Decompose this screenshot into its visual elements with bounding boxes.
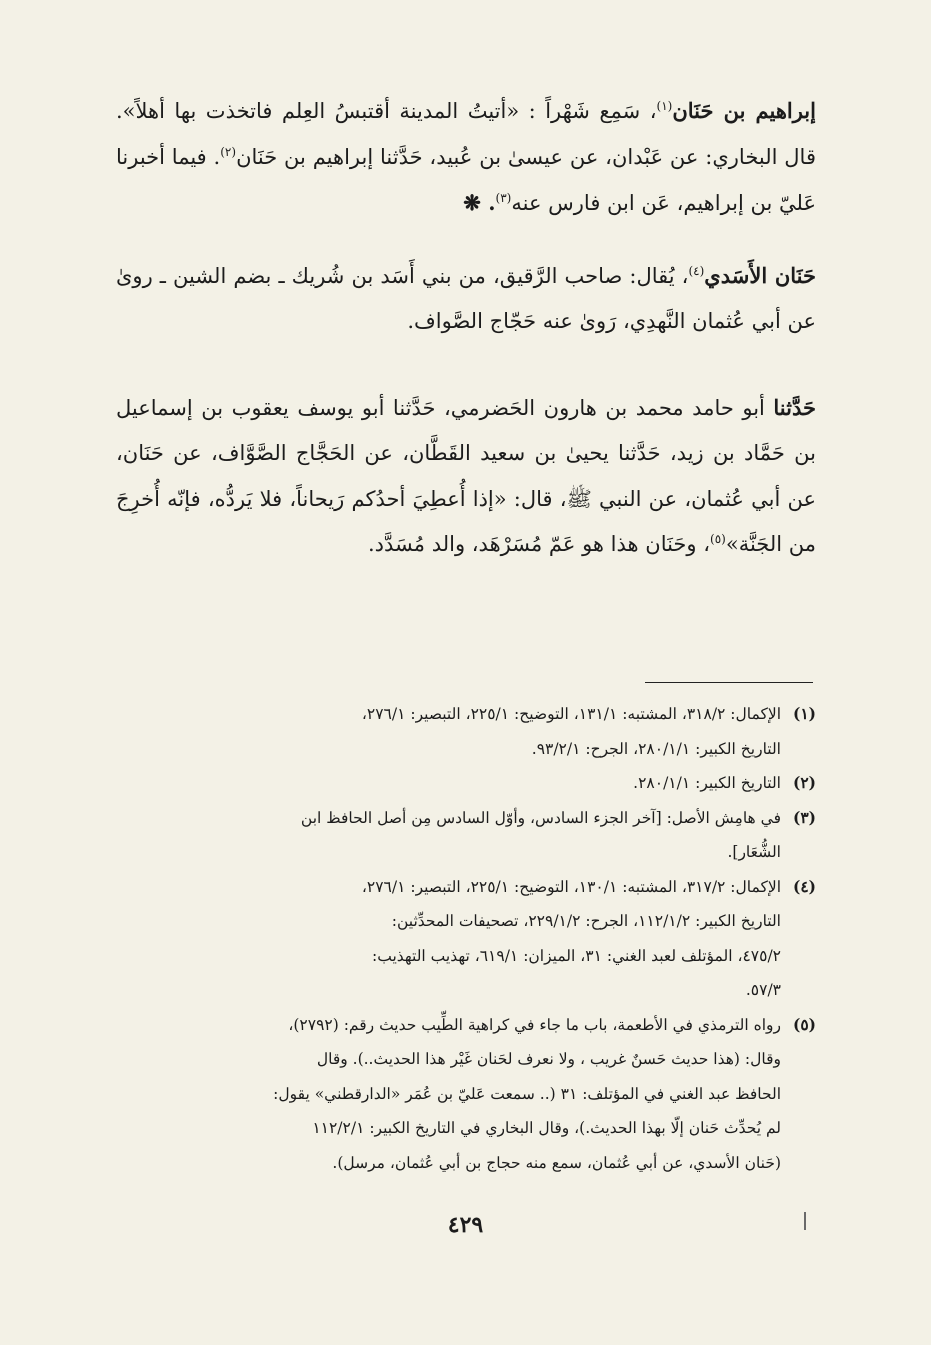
footnote-line: في هامِش الأصل: [آخر الجزء السادس، وأوّل السادس مِن أصل الحافظ ابن (300, 808, 781, 827)
footnote-ref: (١) (656, 99, 673, 113)
section-mark: . ❋ (463, 190, 496, 215)
footnote-number: (٢) (792, 773, 816, 792)
entry-title: حَنَان الأَسَدي (704, 262, 816, 288)
footnote-ref: (٢) (220, 144, 237, 159)
footnote-line: رواه الترمذي في الأطعمة، باب ما جاء في كراهية الطِّيب حديث رقم: (٢٧٩٢)، (288, 1015, 781, 1034)
hadith-text: أبو حامد محمد بن هارون الحَضرمي، حَدَّثنا أبو يوسف يعقوب بن إسماعيل بن حَمَّاد بن زيد، حَدَّثنا يحيىٰ بن سعيد القَطَّان، عن الحَجَّاج الصَّوَّاف، عن حَنَان، عن أبي عُثمان، عن النبي ﷺ، قال: «إذا أُعطِيَ أحدُكم رَيحاناً، فلا يَردُّه، فإنّه أُخرِجَ من الجَنَّة» (116, 395, 816, 556)
footnote-number: (٤) (792, 876, 816, 896)
entry-text: ، سَمِع شَهْراً : «أتيتُ المدينة أقتبسُ العِلم فاتخذت بها أهلاً». قال البخاري: عن عَبْدان، عن عيسىٰ بن عُبيد، حَدَّثنا إبراهيم بن حَنَان (116, 99, 816, 169)
footnote-line: وقال: (هذا حديث حَسنٌ غريب ، ولا نعرف لحَنان غَيْر هذا الحديث..). وقال (316, 1050, 781, 1068)
footnote-number: (٥) (792, 1014, 816, 1034)
footnote-number: (٣) (792, 807, 816, 827)
entry-hanan-al-asadi (116, 253, 816, 345)
footnote-line: ٥٧/٣. (745, 981, 781, 999)
footnote-5 (118, 1008, 816, 1181)
footnote-line: التاريخ الكبير: ١١٢/١/٢، الجرح: ٢٢٩/١/٢، تصحيفات المحدِّثين: (391, 912, 781, 930)
hadith-paragraph (116, 385, 816, 568)
margin-mark (804, 1212, 806, 1230)
footnote-line: لم يُحدِّث حَنان إلّا بهذا الحديث.)، وقال البخاري في التاريخ الكبير: ١١٢/٢/١ (312, 1119, 781, 1137)
footnote-line: التاريخ الكبير: ٢٨٠/١/١. (633, 774, 781, 792)
footnote-line: الشُّعَار]. (727, 843, 781, 861)
entry-ibrahim-ibn-hanan (116, 88, 816, 227)
footnotes (118, 697, 816, 1180)
footnote-ref: (٥) (710, 532, 726, 546)
footnote-line: (حَنان الأسدي، عن أبي عُثمان، سمع منه حجاج بن أبي عُثمان، مرسل). (332, 1153, 781, 1172)
entry-title: إبراهيم بن حَنَان (672, 98, 816, 123)
footnote-line: التاريخ الكبير: ٢٨٠/١/١، الجرح: ٩٣/٢/١. (531, 739, 781, 758)
footnote-line: الإكمال: ٣١٨/٢، المشتبه: ١٣١/١، التوضيح: ٢٢٥/١، التبصير: ٢٧٦/١، (361, 705, 781, 723)
entry-text: . فيما أخبرنا عَليّ بن إبراهيم، عَن ابن فارس عنه (116, 144, 816, 215)
footnote-1 (118, 697, 816, 766)
footnote-line: الإكمال: ٣١٧/٢، المشتبه: ١٣٠/١، التوضيح: ٢٢٥/١، التبصير: ٢٧٦/١، (361, 877, 781, 896)
footnote-ref: (٤) (688, 263, 705, 278)
footnote-separator (645, 682, 813, 683)
page-number: ٤٢٩ (447, 1212, 484, 1238)
footnote-number: (١) (792, 704, 816, 723)
entry-text: ، يُقال: صاحب الرَّقيق، من بني أَسَد بن شُريك ـ بضم الشين ـ روىٰ عن أبي عُثمان النَّهدِي، رَوىٰ عنه حَجّاج الصَّواف. (116, 263, 816, 333)
footnote-4 (118, 870, 816, 1008)
main-text (116, 88, 816, 568)
hadith-opening: حَدَّثنا (773, 394, 816, 420)
hadith-text: ، وحَنَان هذا هو عَمّ مُسَرْهَد، والد مُسَدَّد. (367, 532, 711, 556)
footnote-line: ٤٧٥/٢، المؤتلف لعبد الغني: ٣١، الميزان: ٦١٩/١، تهذيب التهذيب: (372, 946, 781, 965)
footnote-ref: (٣) (495, 191, 512, 205)
footnote-2 (118, 766, 816, 801)
footnote-3 (118, 801, 816, 870)
footnote-line: الحافظ عبد الغني في المؤتلف: ٣١ (.. سمعت عَليّ بن عُمَر «الدارقطني» يقول: (273, 1084, 781, 1103)
